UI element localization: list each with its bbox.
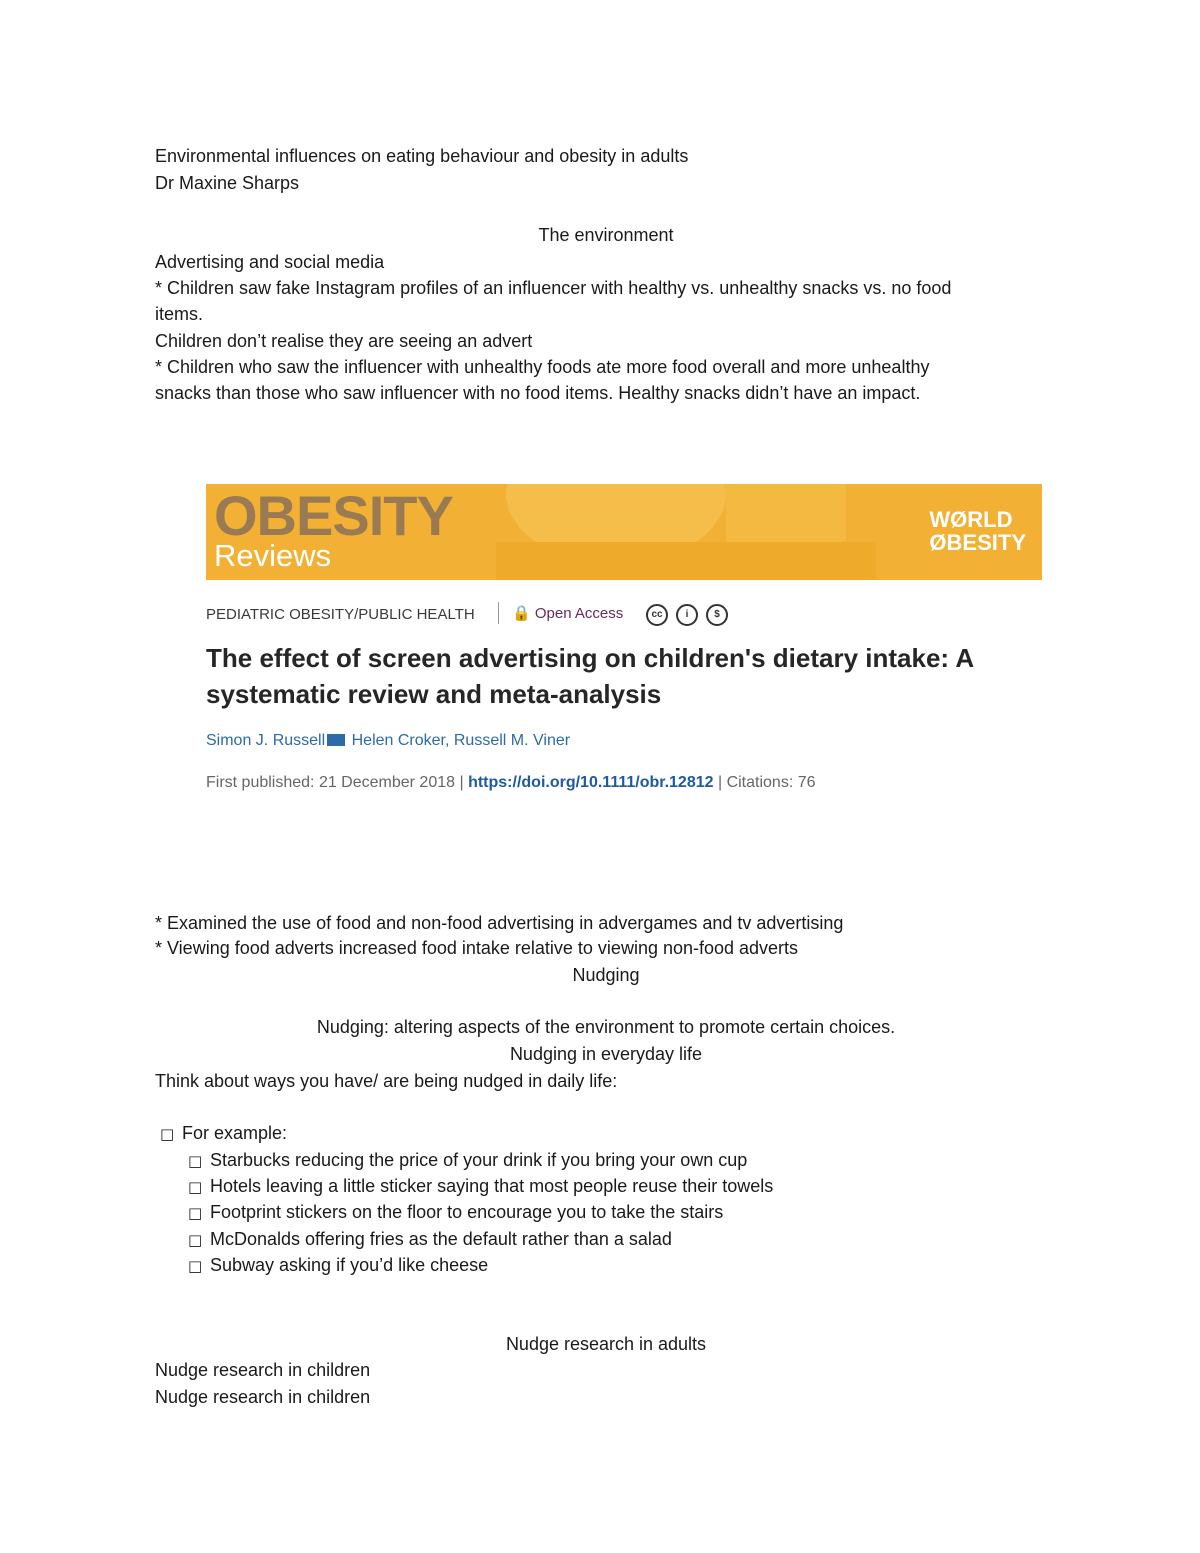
list-item <box>188 1226 672 1253</box>
para-3-line-2: snacks than those who saw influencer with no food items. Healthy snacks didn’t have an impact. <box>155 383 921 403</box>
citations-count[interactable]: | Citations: 76 <box>713 774 816 791</box>
example-text: Subway asking if you’d like cheese <box>210 1255 489 1275</box>
bullet-box-icon: □ <box>160 1125 175 1143</box>
example-text: Hotels leaving a little sticker saying that most people reuse their towels <box>210 1176 774 1196</box>
heading-children: Nudge research in children <box>155 1360 371 1380</box>
doi-link[interactable]: https://doi.org/10.1111/obr.12812 <box>468 774 714 791</box>
after-figure-2: * Viewing food adverts increased food intake relative to viewing non-food adverts <box>155 938 799 958</box>
doc-title: Environmental influences on eating behaviour and obesity in adults <box>155 146 689 166</box>
list-item <box>188 1147 747 1174</box>
article-category[interactable]: PEDIATRIC OBESITY/PUBLIC HEALTH <box>206 606 475 623</box>
para-3-line-1: * Children who saw the influencer with unhealthy foods ate more food overall and more unhealthy <box>155 357 930 377</box>
heading-environment: The environment <box>538 225 674 245</box>
author-link[interactable]: Simon J. Russell <box>206 732 326 749</box>
bullet-box-icon: □ <box>188 1204 203 1222</box>
logo-line-2: ØBESITY <box>929 530 1026 555</box>
example-text: McDonalds offering fries as the default rather than a salad <box>210 1229 672 1249</box>
article-meta <box>206 774 816 792</box>
list-item <box>160 1120 287 1147</box>
noncommercial-icon: $ <box>706 604 728 626</box>
bullet-box-icon: □ <box>188 1231 203 1249</box>
heading-adults: Nudge research in adults <box>505 1334 707 1354</box>
journal-name: OBESITY <box>214 484 453 547</box>
bullet-box-icon: □ <box>188 1257 203 1275</box>
cc-license-icon: cc <box>646 604 668 626</box>
para-1-line-2: items. <box>155 304 204 324</box>
world-obesity-logo <box>929 508 1026 554</box>
bullet-box-icon: □ <box>188 1178 203 1196</box>
nudging-definition: Nudging: altering aspects of the environment to promote certain choices. <box>316 1017 896 1037</box>
heading-children: Nudge research in children <box>155 1387 371 1407</box>
article-figure <box>206 484 1042 804</box>
banner-decoration <box>726 484 846 544</box>
article-authors <box>206 732 570 750</box>
para-2: Children don’t realise they are seeing an advert <box>155 331 533 351</box>
bullet-box-icon: □ <box>188 1152 203 1170</box>
think-prompt: Think about ways you have/ are being nudged in daily life: <box>155 1071 618 1091</box>
list-item <box>188 1252 488 1279</box>
example-text: Footprint stickers on the floor to encourage you to take the stairs <box>210 1202 724 1222</box>
open-access-badge: 🔒 Open Access <box>512 605 624 622</box>
banner-decoration <box>496 542 876 580</box>
journal-subname: Reviews <box>214 538 332 573</box>
journal-banner <box>206 484 1042 580</box>
heading-everyday: Nudging in everyday life <box>509 1044 703 1064</box>
article-title: The effect of screen advertising on children's dietary intake: A systematic review and meta-analysis <box>206 643 974 709</box>
heading-nudging: Nudging <box>572 965 640 985</box>
para-1-line-1: * Children saw fake Instagram profiles of an influencer with healthy vs. unhealthy snacks vs. no food <box>155 278 952 298</box>
list-label: For example: <box>182 1123 288 1143</box>
doc-author: Dr Maxine Sharps <box>155 173 300 193</box>
attribution-icon: i <box>676 604 698 626</box>
divider <box>498 602 499 624</box>
list-item <box>188 1173 773 1200</box>
after-figure-1: * Examined the use of food and non-food advertising in advergames and tv advertising <box>155 913 844 933</box>
author-links[interactable]: Helen Croker, Russell M. Viner <box>351 732 571 749</box>
example-text: Starbucks reducing the price of your drink if you bring your own cup <box>210 1150 748 1170</box>
logo-line-1: WØRLD <box>929 507 1013 532</box>
mail-icon[interactable] <box>327 734 345 746</box>
subheading-advertising: Advertising and social media <box>155 252 385 272</box>
publish-date: First published: 21 December 2018 | <box>206 774 469 791</box>
list-item <box>188 1199 723 1226</box>
